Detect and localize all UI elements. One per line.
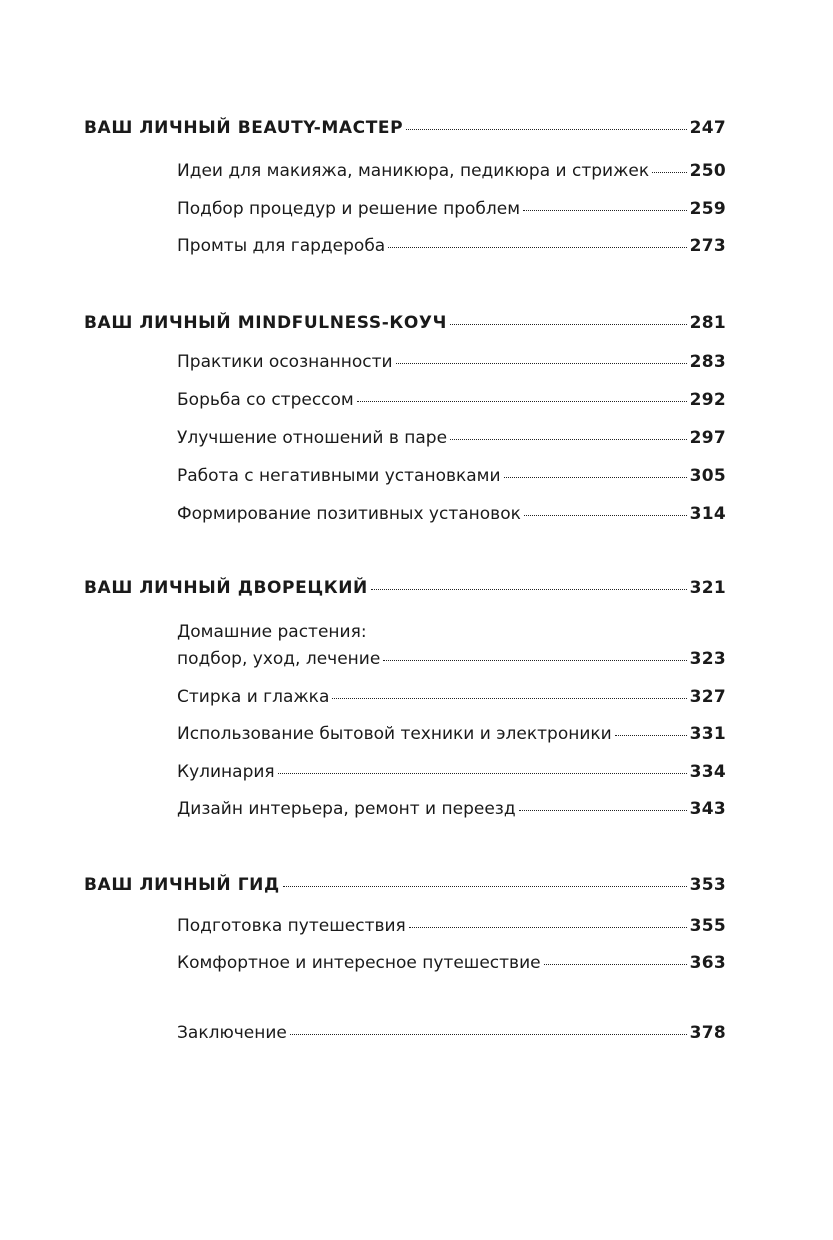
toc-chapter-guide[interactable]	[84, 875, 726, 895]
entry-page-number: 327	[689, 687, 726, 707]
dot-leader	[383, 657, 686, 661]
entry-page-number: 378	[689, 1023, 726, 1043]
entry-page-number: 323	[689, 649, 726, 669]
dot-leader	[371, 586, 687, 590]
toc-entry[interactable]	[177, 428, 726, 448]
toc-entry[interactable]	[177, 687, 726, 707]
toc-entry[interactable]	[177, 236, 726, 256]
toc-chapter-mindfulness[interactable]	[84, 313, 726, 333]
entry-page-number: 297	[689, 428, 726, 448]
toc-entry[interactable]	[177, 504, 726, 524]
entry-title: Борьба со стрессом	[177, 390, 354, 410]
entry-page-number: 343	[689, 799, 726, 819]
toc-chapter-beauty[interactable]	[84, 118, 726, 138]
entry-title: Стирка и глажка	[177, 687, 330, 707]
toc-entry[interactable]	[177, 953, 726, 973]
entry-title: Заключение	[177, 1023, 287, 1043]
entry-page-number: 273	[689, 236, 726, 256]
toc-entry[interactable]	[177, 352, 726, 372]
dot-leader	[357, 398, 687, 402]
entry-title: Подготовка путешествия	[177, 916, 406, 936]
dot-leader	[409, 924, 687, 928]
toc-entry[interactable]	[177, 199, 726, 219]
chapter-title: ВАШ ЛИЧНЫЙ BEAUTY-МАСТЕР	[84, 118, 404, 138]
toc-chapter-butler[interactable]	[84, 578, 726, 598]
dot-leader	[523, 207, 687, 211]
entry-page-number: 283	[689, 352, 726, 372]
dot-leader	[652, 169, 687, 173]
toc-conclusion[interactable]	[177, 1023, 726, 1043]
dot-leader	[615, 732, 687, 736]
chapter-page-number: 321	[689, 578, 726, 598]
entry-page-number: 250	[689, 161, 726, 181]
entry-page-number: 292	[689, 390, 726, 410]
entry-title: Улучшение отношений в паре	[177, 428, 448, 448]
entry-page-number: 314	[689, 504, 726, 524]
dot-leader	[504, 474, 687, 478]
entry-page-number: 259	[689, 199, 726, 219]
entry-title: Кулинария	[177, 762, 275, 782]
entry-title: Комфортное и интересное путешествие	[177, 953, 541, 973]
entry-title-line1: Домашние растения:	[177, 622, 367, 642]
toc-entry[interactable]	[177, 161, 726, 181]
toc-entry[interactable]	[177, 649, 726, 669]
entry-page-number: 355	[689, 916, 726, 936]
chapter-title: ВАШ ЛИЧНЫЙ MINDFULNESS-КОУЧ	[84, 313, 447, 333]
dot-leader	[406, 126, 686, 130]
toc-entry[interactable]	[177, 762, 726, 782]
entry-title: Дизайн интерьера, ремонт и переезд	[177, 799, 516, 819]
entry-title: подбор, уход, лечение	[177, 649, 381, 669]
dot-leader	[332, 695, 686, 699]
toc-entry[interactable]	[177, 724, 726, 744]
dot-leader	[519, 807, 687, 811]
chapter-page-number: 281	[689, 313, 726, 333]
entry-page-number: 331	[689, 724, 726, 744]
toc-entry[interactable]	[177, 916, 726, 936]
chapter-title: ВАШ ЛИЧНЫЙ ГИД	[84, 875, 280, 895]
dot-leader	[290, 1031, 687, 1035]
entry-title: Практики осознанности	[177, 352, 393, 372]
entry-title: Подбор процедур и решение проблем	[177, 199, 521, 219]
entry-page-number: 363	[689, 953, 726, 973]
entry-title: Формирование позитивных установок	[177, 504, 521, 524]
dot-leader	[544, 961, 687, 965]
chapter-title: ВАШ ЛИЧНЫЙ ДВОРЕЦКИЙ	[84, 578, 368, 598]
toc-entry[interactable]	[177, 466, 726, 486]
dot-leader	[278, 770, 687, 774]
dot-leader	[450, 321, 687, 325]
entry-title: Идеи для макияжа, маникюра, педикюра и стрижек	[177, 161, 650, 181]
entry-title: Работа с негативными установками	[177, 466, 501, 486]
chapter-page-number: 247	[689, 118, 726, 138]
entry-page-number: 334	[689, 762, 726, 782]
dot-leader	[524, 512, 687, 516]
entry-title: Использование бытовой техники и электроники	[177, 724, 612, 744]
dot-leader	[388, 244, 686, 248]
dot-leader	[450, 436, 687, 440]
entry-page-number: 305	[689, 466, 726, 486]
dot-leader	[283, 883, 687, 887]
toc-entry[interactable]	[177, 799, 726, 819]
dot-leader	[396, 360, 687, 364]
toc-entry[interactable]	[177, 390, 726, 410]
chapter-page-number: 353	[689, 875, 726, 895]
entry-title: Промты для гардероба	[177, 236, 386, 256]
